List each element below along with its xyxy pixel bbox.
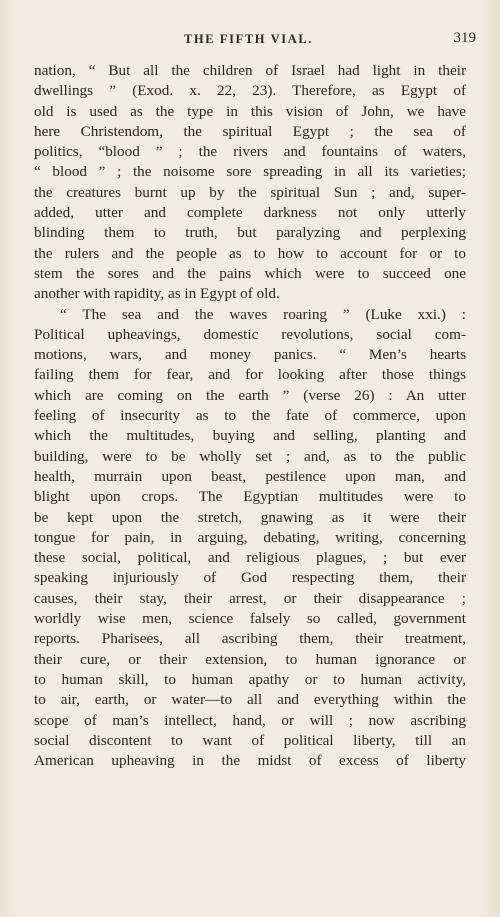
page-number: 319 (453, 30, 476, 46)
text-line: feeling of insecurity as to the fate of commerce, upon (34, 407, 466, 425)
text-line: speaking injuriously of God respecting them, their (34, 569, 466, 587)
text-line: nation, “ But all the children of Israel had light in their (34, 62, 466, 79)
text-line: health, murrain upon beast, pestilence upon man, and (34, 467, 466, 485)
text-line: their cure, or their extension, to human ignorance or (34, 650, 466, 668)
text-line: added, utter and complete darkness not only utterly (34, 204, 466, 222)
text-line: which are coming on the earth ” (verse 26) : An utter (34, 386, 466, 404)
text-line: motions, wars, and money panics. “ Men’s hearts (34, 346, 466, 364)
text-line: politics, “blood ” ; the rivers and fountains of waters, (34, 143, 466, 161)
body-text (34, 61, 466, 771)
text-line: causes, their stay, their arrest, or their disappearance ; (34, 589, 466, 607)
text-line: to air, earth, or water—to all and everything within the (34, 691, 466, 709)
text-line: which the multitudes, buying and selling, planting and (34, 427, 466, 445)
text-line: building, were to be wholly set ; and, as to the public (34, 447, 466, 465)
text-line: failing them for fear, and for looking after those things (34, 366, 466, 384)
running-head: THE FIFTH VIAL. (184, 32, 313, 46)
text-line: social discontent to want of political liberty, till an (34, 731, 466, 749)
text-line: here Christendom, the spiritual Egypt ; the sea of (34, 122, 466, 140)
text-line: American upheaving in the midst of excess of liberty (34, 752, 466, 770)
text-line: blight upon crops. The Egyptian multitudes were to (34, 488, 466, 506)
paragraph (34, 61, 466, 305)
text-line: dwellings ” (Exod. x. 22, 23). Therefore, as Egypt of (34, 82, 466, 100)
text-line: be kept upon the stretch, gnawing as it were their (34, 508, 466, 526)
paragraph (34, 305, 466, 772)
text-line: scope of man’s intellect, hand, or will ; now ascribing (34, 711, 466, 729)
text-line: worldly wise men, science falsely so called, government (34, 610, 466, 628)
text-line: the creatures burnt up by the spiritual Sun ; and, super- (34, 183, 466, 201)
text-line: the rulers and the people as to how to account for or to (34, 244, 466, 262)
text-line: “ blood ” ; the noisome sore spreading in all its varieties; (34, 163, 466, 181)
text-line: reports. Pharisees, all ascribing them, their treatment, (34, 630, 466, 648)
page-header (34, 30, 474, 52)
text-line: to human skill, to human apathy or to human activity, (34, 670, 466, 688)
text-line: another with rapidity, as in Egypt of old. (34, 285, 280, 303)
text-line: old is used as the type in this vision of John, we have (34, 102, 466, 120)
text-line: Political upheavings, domestic revolutions, social com- (34, 325, 466, 343)
text-line: stem the sores and the pains which were to succeed one (34, 264, 466, 282)
text-line: these social, political, and religious plagues, ; but ever (34, 549, 466, 567)
text-line: tongue for pain, in arguing, debating, writing, concerning (34, 528, 466, 546)
text-line: blinding them to truth, but paralyzing and perplexing (34, 224, 466, 242)
text-line: “ The sea and the waves roaring ” (Luke xxi.) : (60, 305, 466, 323)
